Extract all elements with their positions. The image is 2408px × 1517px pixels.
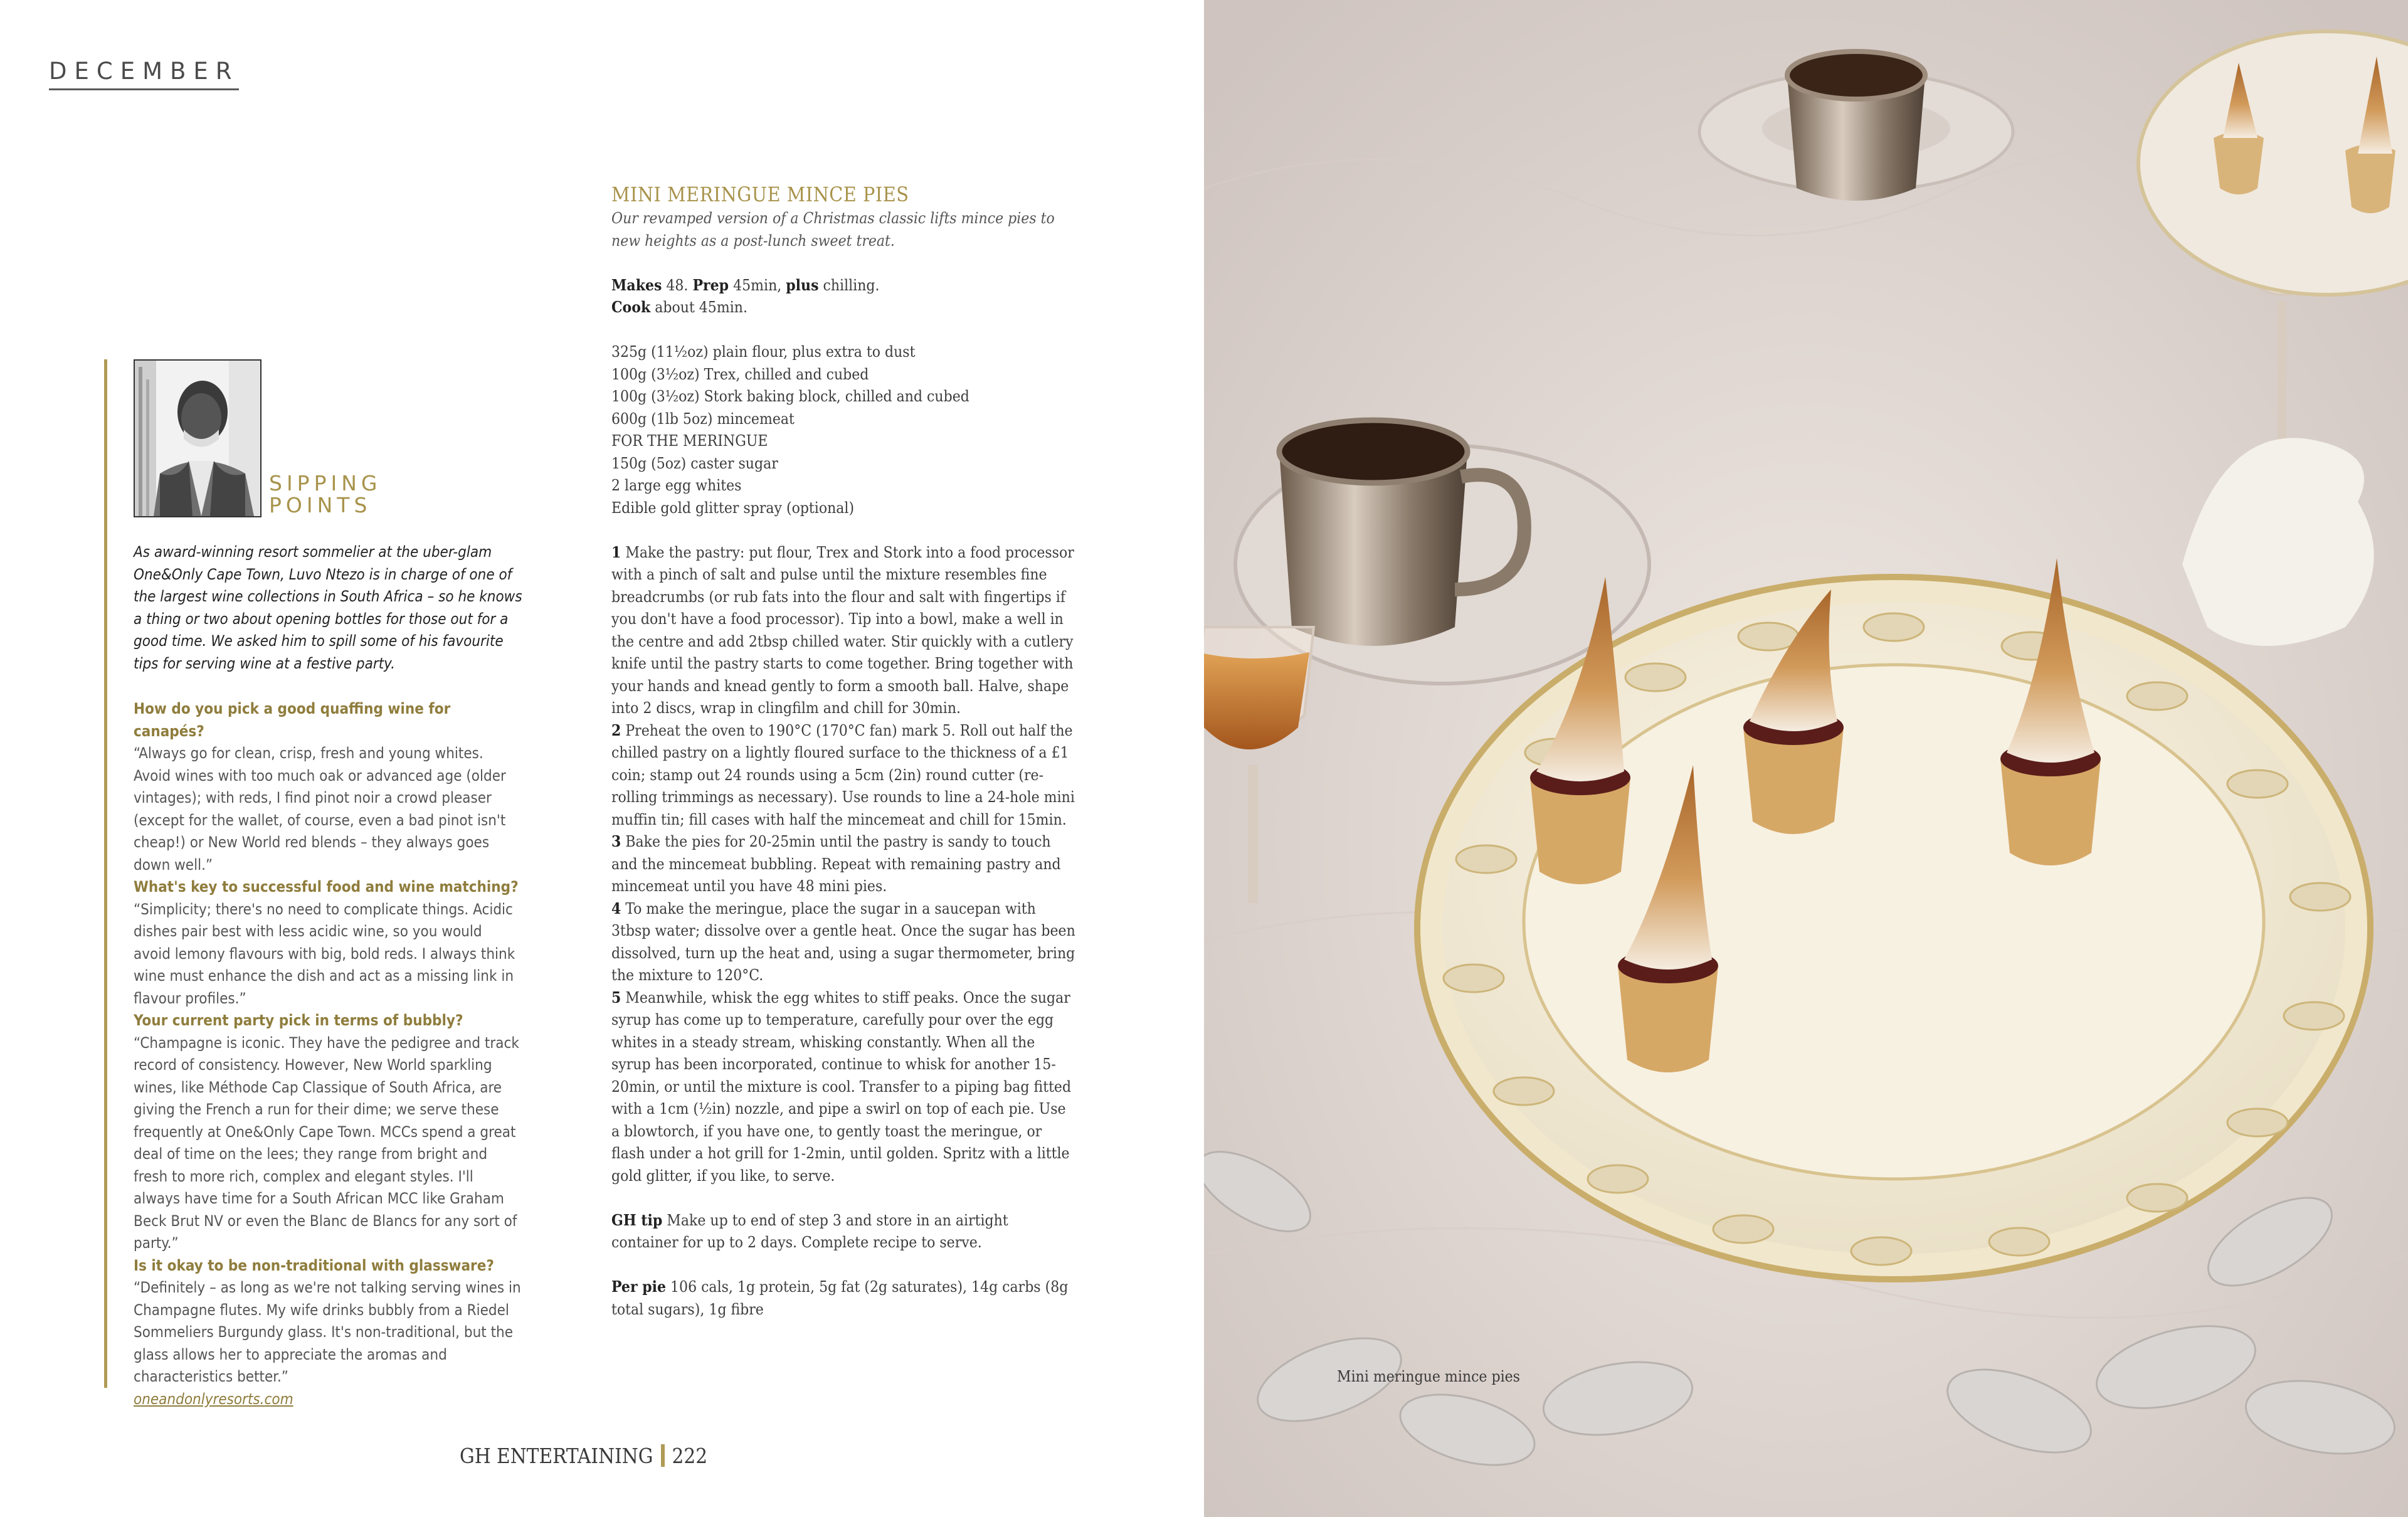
sidebar-intro: As award-winning resort sommelier at the uber-glam One&Only Cape Town, Luvo Ntezo is in charge of one of the largest wine collections in South Africa – so he knows a thing or two about opening bottles for those out for a good time. We asked him to spill some of his favourite tips for serving wine at a festive party. (134, 543, 522, 672)
qa-question: What's key to successful food and wine matching? (134, 878, 519, 896)
food-photo (1204, 0, 2408, 1517)
section-label: DECEMBER (49, 58, 239, 90)
recipe-yield: Makes 48. Prep 45min, plus chilling. Cook about 45min. (611, 275, 880, 316)
method-steps (611, 541, 1075, 1187)
method-step: 5 Meanwhile, whisk the egg whites to stiff peaks. Once the sugar syrup has come up to temperature, carefully pour over the egg whites in a steady stream, whisking constantly. When all the syrup has been incorporated, continue to whisk for another 15-20min, or until the mixture is cool. Transfer to a piping bag fitted with a 1cm (½in) nozzle, and pipe a swirl on top of each pie. Use a blowtorch, if you have one, to gently toast the meringue, or flash under a hot grill for 1-2min, until golden. Spritz with a little gold glitter, if you like, to serve. (611, 988, 1072, 1185)
method-step: 2 Preheat the oven to 190°C (170°C fan) mark 5. Roll out half the chilled pastry on a lightly floured surface to the thickness of a £1 coin; stamp out 24 rounds using a 5cm (2in) round cutter (re-rolling trimmings as necessary). Use rounds to line a 24-hole mini muffin tin; fill cases with half the mincemeat and chill for 15min. (611, 721, 1075, 828)
recipe-subtitle: Our revamped version of a Christmas classic lifts mince pies to new heights as a post-lunch sweet treat. (611, 209, 1055, 250)
page-footer (460, 1444, 707, 1468)
method-step: 4 To make the meringue, place the sugar in a saucepan with 3tbsp water; dissolve over a gentle heat. Once the sugar has been dissolved, turn up the heat and, using a sugar thermometer, bring the mixture to 120°C. (611, 899, 1075, 984)
method-step: 3 Bake the pies for 20-25min until the pastry is sandy to touch and the mincemeat bubbling. Repeat with remaining pastry and mincemeat until you have 48 mini pies. (611, 832, 1061, 895)
qa-answer: “Simplicity; there's no need to complicate things. Acidic dishes pair best with less acidic wine, so you would avoid lemony flavours with big, bold reds. I always think wine must enhance the dish and act as a missing link in flavour profiles.” (134, 900, 515, 1007)
ingredient-subheading: FOR THE MERINGUE (611, 431, 768, 450)
sidebar-sipping-points (104, 359, 522, 1408)
ingredient: 100g (3½oz) Trex, chilled and cubed (611, 364, 869, 383)
nutrition: Per pie 106 cals, 1g protein, 5g fat (2g saturates), 14g carbs (8g total sugars), 1g fibre (611, 1277, 1069, 1318)
page-number: 222 (672, 1444, 708, 1468)
qa-list (134, 698, 522, 1410)
ingredient: 2 large egg whites (611, 476, 742, 494)
ingredient: 600g (1lb 5oz) mincemeat (611, 409, 795, 428)
website-link[interactable]: oneandonlyresorts.com (134, 1390, 293, 1408)
portrait-photo (134, 359, 261, 517)
ingredient-list (611, 341, 1075, 519)
photo-caption: Mini meringue mince pies (1337, 1367, 1520, 1385)
footer-divider (661, 1444, 665, 1467)
method-step: 1 Make the pastry: put flour, Trex and Stork into a food processor with a pinch of salt and pulse until the mixture resembles fine breadcrumbs (or rub fats into the flour and salt with fingertips if you don't have a food processor). Tip into a bowl, make a well in the centre and add 2tbsp chilled water. Stir quickly with a cutlery knife until the pastry starts to come together. Bring together with your hands and knead gently to form a smooth ball. Halve, shape into 2 discs, wrap in clingfilm and chill for 30min. (611, 542, 1074, 717)
ingredient: 150g (5oz) caster sugar (611, 453, 778, 472)
qa-question: How do you pick a good quaffing wine for canapés? (134, 700, 451, 740)
ingredient: 100g (3½oz) Stork baking block, chilled and cubed (611, 387, 969, 405)
sidebar-title: SIPPING POINTS (269, 471, 382, 517)
ingredient: 325g (11½oz) plain flour, plus extra to dust (611, 342, 916, 361)
recipe-title: MINI MERINGUE MINCE PIES (611, 182, 909, 206)
gh-tip: GH tip Make up to end of step 3 and store in an airtight container for up to 2 days. Complete recipe to serve. (611, 1210, 1008, 1251)
recipe (611, 182, 1075, 1320)
ingredient: Edible gold glitter spray (optional) (611, 498, 855, 517)
qa-question: Your current party pick in terms of bubbly? (134, 1012, 463, 1029)
qa-question: Is it okay to be non-traditional with glassware? (134, 1256, 494, 1274)
qa-answer: “Always go for clean, crisp, fresh and young whites. Avoid wines with too much oak or advanced age (older vintages); with reds, I find pinot noir a crowd pleaser (except for the wallet, of course, even a bad pinot isn't cheap!) or New World red blends – they always goes down well.” (134, 744, 506, 874)
qa-answer: “Definitely – as long as we're not talking serving wines in Champagne flutes. My wife drinks bubbly from a Riedel Sommeliers Burgundy glass. It's non-traditional, but the glass allows her to appreciate the aromas and characteristics better.” (134, 1279, 521, 1385)
qa-answer: “Champagne is iconic. They have the pedigree and track record of consistency. However, New World sparkling wines, like Méthode Cap Classique of South Africa, are giving the French a run for their dime; we serve these frequently at One&Only Cape Town. MCCs spend a great deal of time on the lees; they range from bright and fresh to more rich, complex and elegant styles. I'll always have time for a South African MCC like Graham Beck Brut NV or even the Blanc de Blancs for any sort of party.” (134, 1033, 519, 1252)
footer-section: GH ENTERTAINING (460, 1444, 653, 1468)
